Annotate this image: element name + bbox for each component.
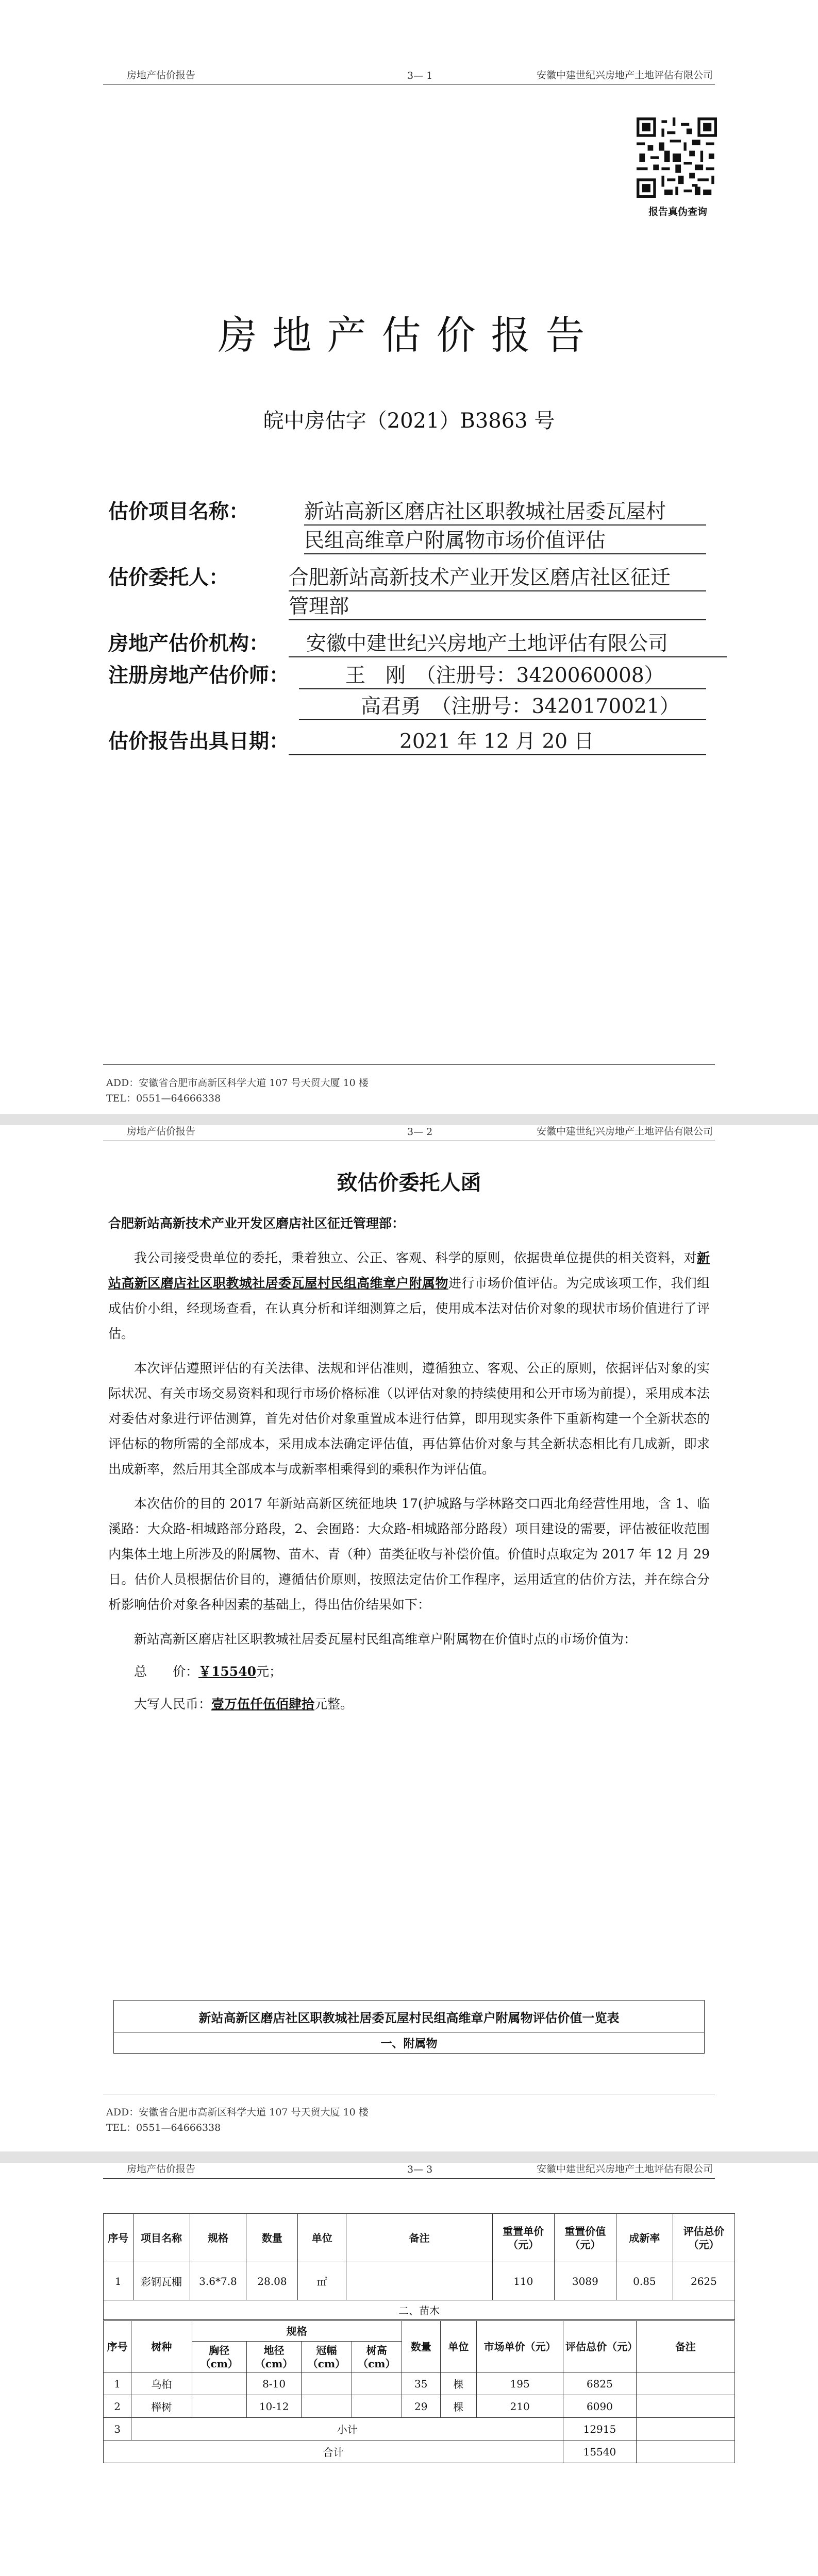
total-row — [104, 2441, 735, 2463]
appraiser-2: 高君勇 （注册号：3420170021） — [299, 690, 706, 720]
footer-tel: TEL：0551—64666338 — [106, 1093, 221, 1104]
project-name-value-1: 新站高新区磨店社区职教城社居委瓦屋村 — [304, 496, 706, 526]
header-company: 安徽中建世纪兴房地产土地评估有限公司 — [536, 1126, 713, 1137]
report-date-label: 估价报告出具日期： — [108, 730, 290, 753]
report-title: 房地产估价报告 — [218, 312, 600, 358]
table-row: 1 乌桕 8-10 35 棵 195 6825 — [104, 2372, 735, 2395]
header-page-number: 3— 1 — [407, 70, 433, 81]
header-page-number: 3— 3 — [407, 2164, 433, 2175]
section-attachments: 一、附属物 — [113, 2032, 705, 2054]
footer-address: ADD：安徽省合肥市高新区科学大道 107 号天贸大厦 10 楼 — [106, 1077, 369, 1089]
client-value-1: 合肥新站高新技术产业开发区磨店社区征迁 — [289, 562, 706, 591]
letter-title: 致估价委托人函 — [337, 1171, 481, 1195]
section-seedlings: 二、苗木 — [104, 2300, 735, 2320]
total-price-line: 总 价：￥15540元； — [134, 1664, 282, 1679]
header-company: 安徽中建世纪兴房地产土地评估有限公司 — [536, 2163, 713, 2175]
paragraph-2: 本次评估遵照评估的有关法律、法规和评估准则，遵循独立、客观、公正的原则，依据评估对象的实际状况、有关市场交易资料和现行市场价格标准（以评估对象的持续使用和公开市场为前提），采用成本法对委估对象进行评估测算，首先对估价对象重置成本进行估算，即用现实条件下重新构建一个全新状态的评估标的物所需的全部成本，采用成本法确定评估值，再估算估价对象与其全新状态相比有几成新，即求出成新率，然后用其全部成本与成新率相乘得到的乘积作为评估值。 — [108, 1361, 710, 1477]
subtotal-row: 3 小计 12915 — [104, 2418, 735, 2441]
paragraph-3: 本次估价的目的 2017 年新站高新区统征地块 17(护城路与学林路交口西北角经营性用地，含 1、临溪路：大众路-相城路部分路段，2、会囿路：大众路-相城路部分路段）项目建设的需要，评估被征收范围内集体土地上所涉及的附属物、苗木、青（种）苗类征收与补偿价值。价值时点取定为 2017 年 12 月 29 日。估价人员根据估价目的，遵循估价原则，按照法定估价工作程序，运用适宜的估价方法，并在综合分析影响估价对象各种因素的基础上，得出估价结果如下： — [108, 1496, 710, 1612]
paragraph-4: 新站高新区磨店社区职教城社居委瓦屋村民组高维章户附属物在价值时点的市场价值为： — [134, 1632, 637, 1647]
table-header-row: 序号 项目名称 规格 数量 单位 备注 重置单价（元） 重置价值（元） 成新率 评估总价（元） — [104, 2214, 735, 2262]
project-name-label: 估价项目名称： — [108, 500, 249, 523]
org-label: 房地产估价机构： — [108, 632, 270, 655]
header-left: 房地产估价报告 — [127, 70, 196, 81]
subtotal-label: 小计 — [131, 2418, 563, 2441]
report-number: 皖中房估字（2021）B3863 号 — [263, 409, 555, 433]
client-value-2: 管理部 — [289, 590, 706, 620]
client-label: 估价委托人： — [108, 566, 229, 589]
qr-caption: 报告真伪查询 — [648, 206, 707, 217]
total-value: 15540 — [563, 2441, 636, 2463]
attachments-table — [103, 2213, 735, 2320]
page-footer — [103, 2094, 715, 2136]
header-company: 安徽中建世纪兴房地产土地评估有限公司 — [536, 70, 713, 81]
page-table — [0, 2163, 818, 2576]
page-header — [103, 1123, 715, 1141]
table-subheader-row: 胸径（cm） 地径（cm） 冠幅（cm） 树高（cm） — [104, 2342, 735, 2372]
page-header — [103, 2161, 715, 2179]
page-footer — [103, 1064, 715, 1106]
table-header-row: 序号 树种 规格 数量 单位 市场单价（元） 评估总价（元） 备注 — [104, 2321, 735, 2342]
table-row: 2 榉树 10-12 29 棵 210 6090 — [104, 2395, 735, 2418]
org-value: 安徽中建世纪兴房地产土地评估有限公司 — [289, 628, 727, 657]
appraiser-1: 王 刚 （注册号：3420060008） — [299, 659, 706, 689]
letter-addressee: 合肥新站高新技术产业开发区磨店社区征迁管理部： — [108, 1216, 405, 1231]
subtotal-value: 12915 — [563, 2418, 636, 2441]
seedlings-table — [103, 2320, 735, 2463]
page-header — [103, 67, 715, 85]
page-cover — [0, 0, 818, 1104]
footer-address: ADD：安徽省合肥市高新区科学大道 107 号天贸大厦 10 楼 — [106, 2107, 369, 2118]
report-date-value: 2021 年 12 月 20 日 — [289, 725, 706, 755]
paragraph-1: 我公司接受贵单位的委托，秉着独立、公正、客观、科学的原则，依据贵单位提供的相关资料，对新站高新区磨店社区职教城社居委瓦屋村民组高维章户附属物进行市场价值评估。为完成该项工作，我们组成估价小组，经现场查看，在认真分析和详细测算之后，使用成本法对估价对象的现状市场价值进行了评估。 — [108, 1250, 710, 1341]
letter-body — [108, 1211, 710, 1717]
header-left: 房地产估价报告 — [127, 1126, 196, 1137]
footer-tel: TEL：0551—64666338 — [106, 2122, 221, 2133]
qr-code-icon[interactable] — [637, 117, 717, 198]
section-row — [104, 2300, 735, 2320]
appraiser-label: 注册房地产估价师： — [108, 664, 290, 687]
project-name-value-2: 民组高维章户附属物市场价值评估 — [304, 524, 706, 554]
summary-table-title: 新站高新区磨店社区职教城社居委瓦屋村民组高维章户附属物评估价值一览表 — [113, 2000, 705, 2032]
table-row: 1 彩钢瓦棚 3.6*7.8 28.08 ㎡ 110 3089 0.85 2625 — [104, 2262, 735, 2300]
upper-price-line: 大写人民币：壹万伍仟伍佰肆拾元整。 — [134, 1697, 354, 1711]
header-left: 房地产估价报告 — [127, 2163, 196, 2175]
page-letter — [0, 1125, 818, 2156]
header-page-number: 3— 2 — [407, 1126, 433, 1138]
total-label: 合计 — [104, 2441, 563, 2463]
